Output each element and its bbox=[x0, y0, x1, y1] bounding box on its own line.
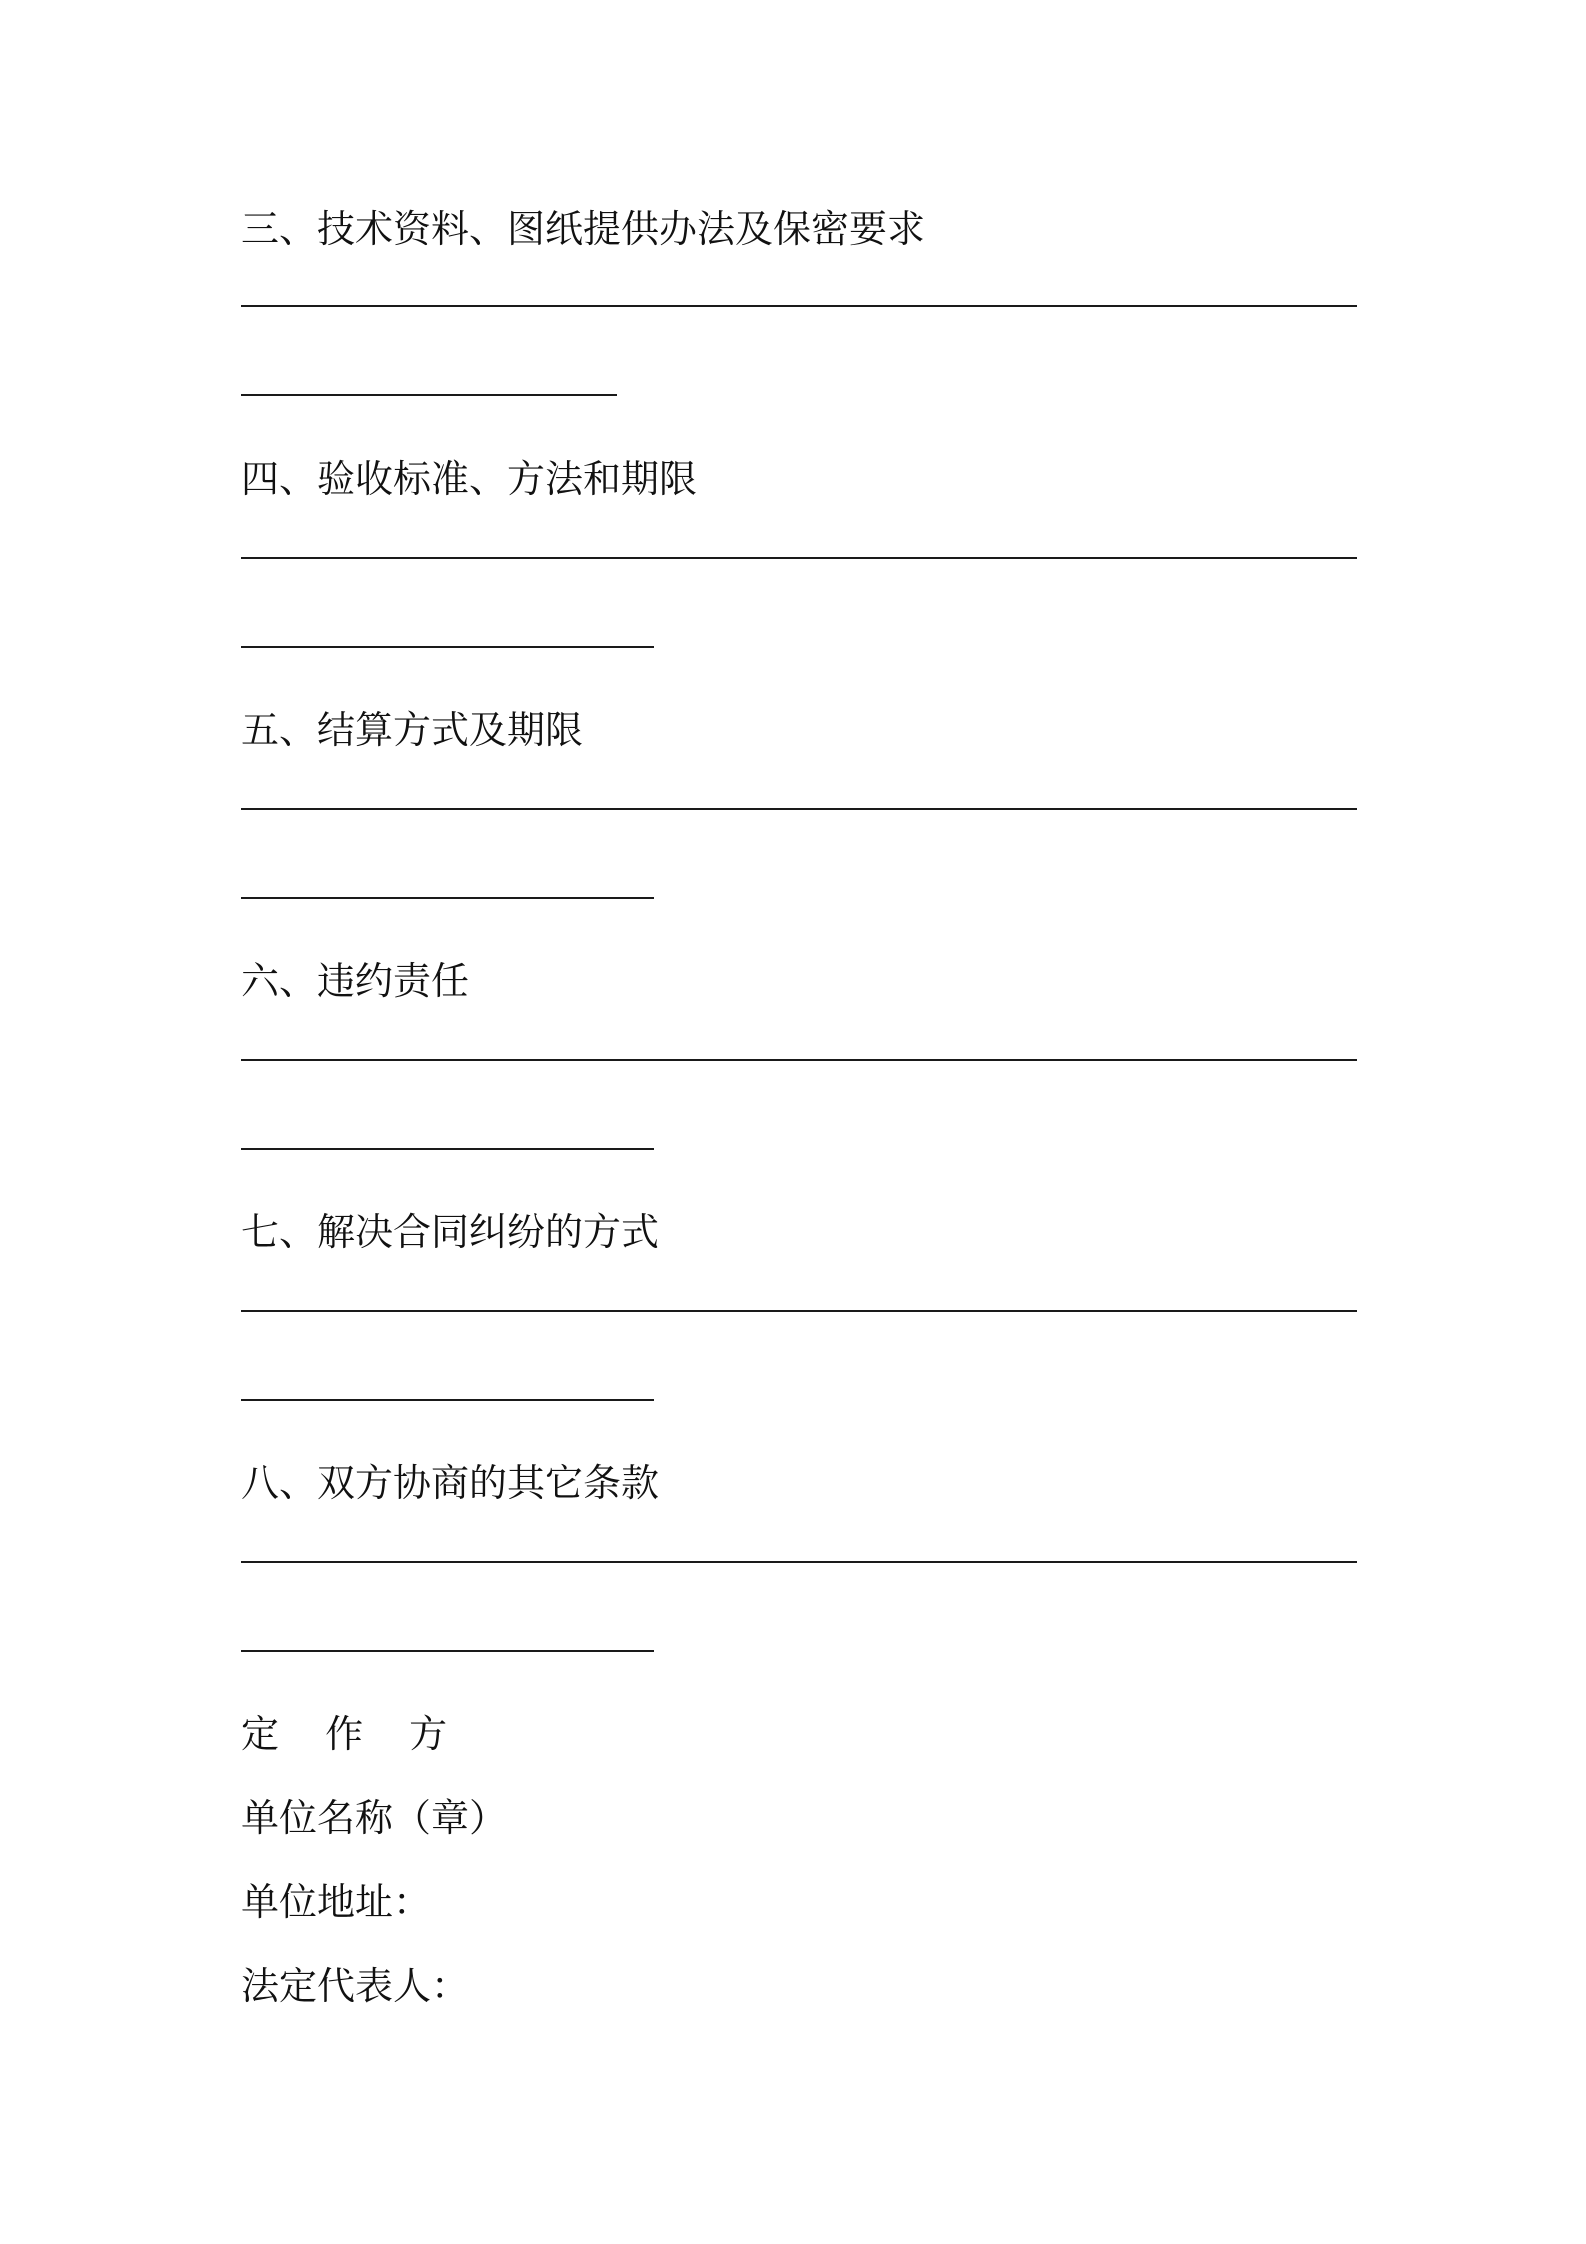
section-3-heading: 三、技术资料、图纸提供办法及保密要求 bbox=[241, 207, 926, 251]
section-7-heading: 七、解决合同纠纷的方式 bbox=[241, 1210, 660, 1254]
legal-representative-label: 法定代表人： bbox=[241, 1964, 470, 2008]
section-5-blank-line-1[interactable] bbox=[241, 808, 1357, 810]
section-3-blank-line-2[interactable] bbox=[241, 394, 617, 396]
section-8-heading: 八、双方协商的其它条款 bbox=[241, 1461, 660, 1505]
unit-address-label: 单位地址： bbox=[241, 1880, 432, 1924]
section-6-blank-line-1[interactable] bbox=[241, 1059, 1357, 1061]
section-4-blank-line-1[interactable] bbox=[241, 557, 1357, 559]
section-7-blank-line-1[interactable] bbox=[241, 1310, 1357, 1312]
section-3-blank-line-1[interactable] bbox=[241, 305, 1357, 307]
section-5-heading: 五、结算方式及期限 bbox=[241, 708, 584, 752]
section-5-blank-line-2[interactable] bbox=[241, 897, 654, 899]
section-8-blank-line-2[interactable] bbox=[241, 1650, 654, 1652]
section-4-heading: 四、验收标准、方法和期限 bbox=[241, 457, 698, 501]
section-6-blank-line-2[interactable] bbox=[241, 1148, 654, 1150]
section-8-blank-line-1[interactable] bbox=[241, 1561, 1357, 1563]
section-7-blank-line-2[interactable] bbox=[241, 1399, 654, 1401]
unit-name-label: 单位名称（章） bbox=[241, 1796, 508, 1840]
section-6-heading: 六、违约责任 bbox=[241, 959, 470, 1003]
section-4-blank-line-2[interactable] bbox=[241, 646, 654, 648]
party-label: 定 作 方 bbox=[241, 1712, 465, 1756]
